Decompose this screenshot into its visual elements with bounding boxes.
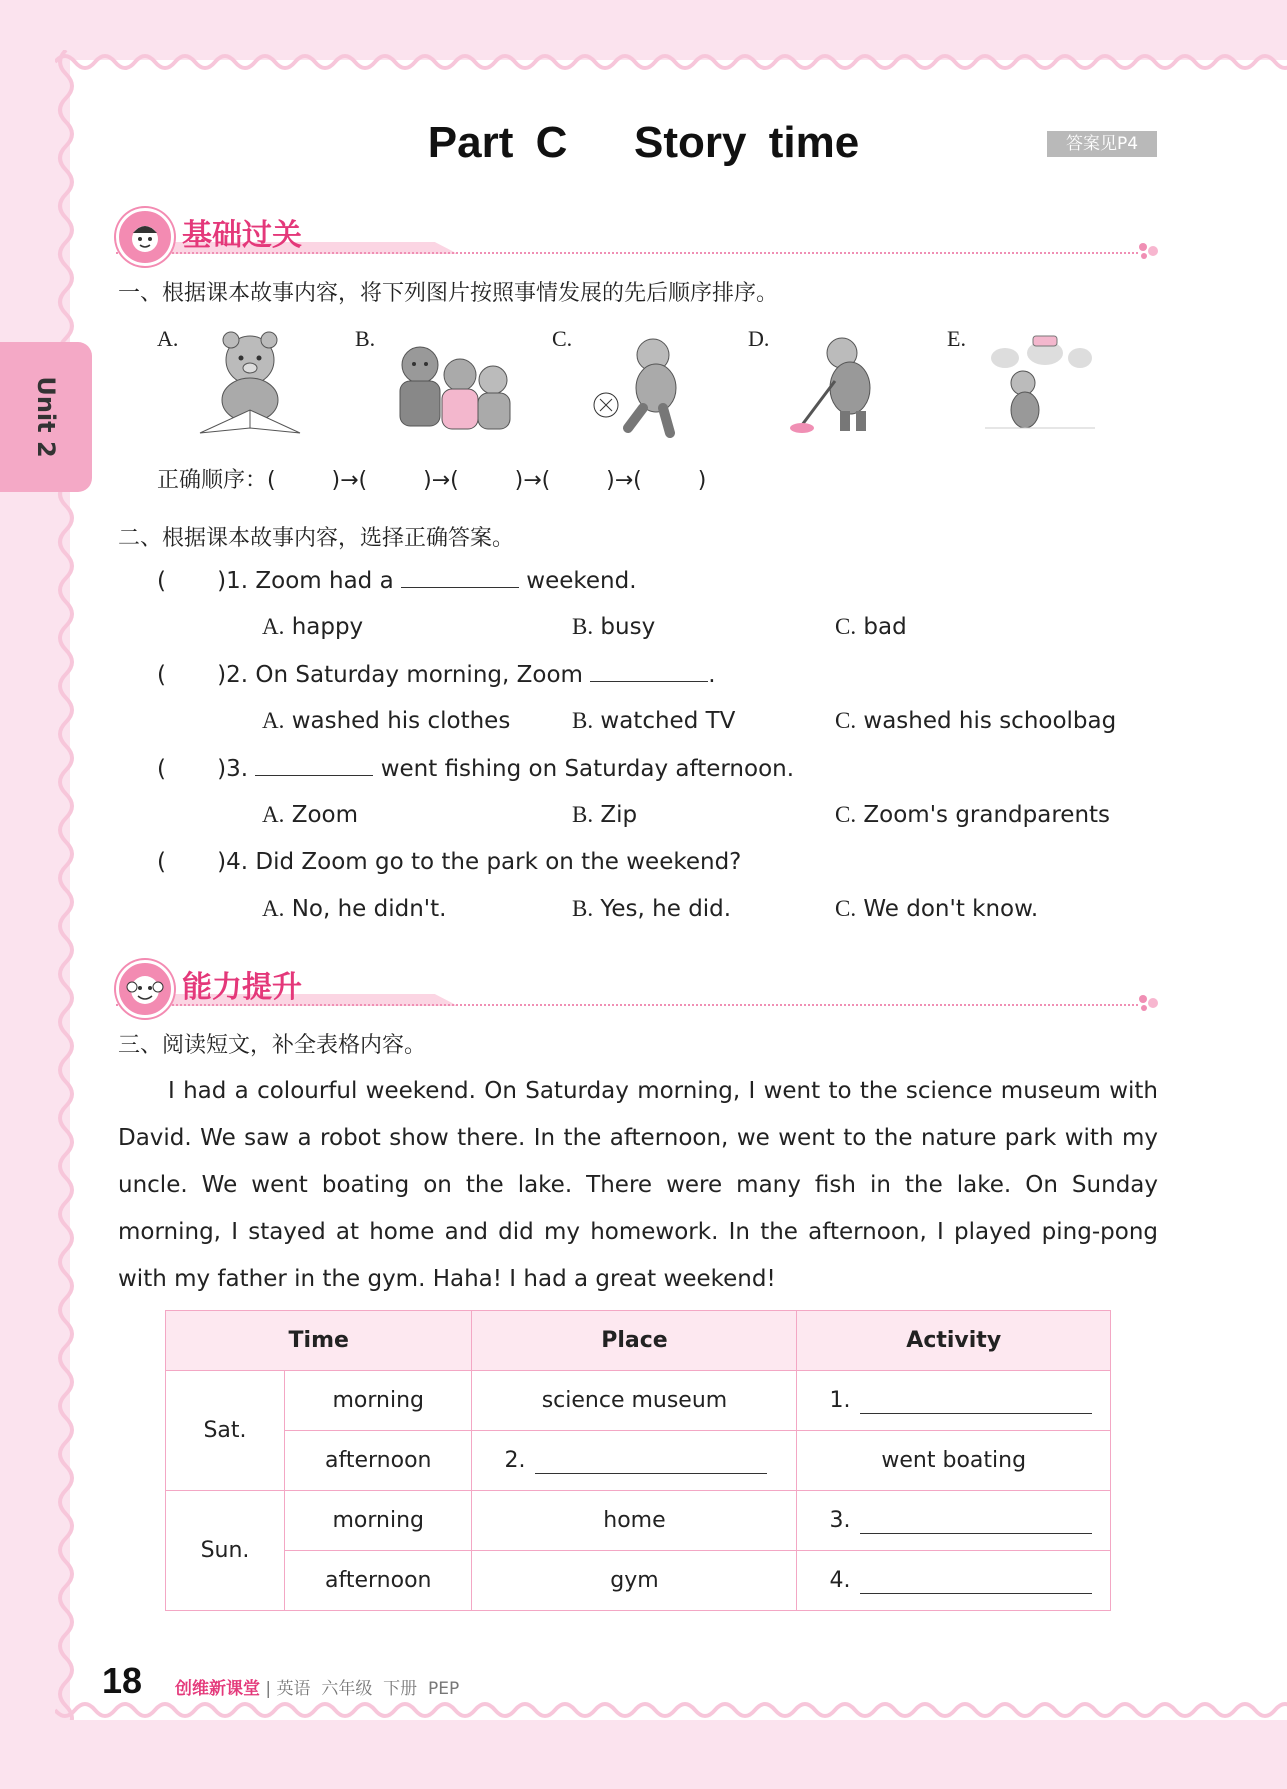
option-c[interactable]: C. washed his schoolbag <box>835 708 1117 734</box>
part-cell: morning <box>285 1371 472 1431</box>
picture-label-e: E. <box>947 326 966 351</box>
option-a[interactable]: A. happy <box>262 614 364 640</box>
answer-blank[interactable] <box>535 1448 767 1474</box>
page-title: Part C Story time <box>427 118 860 167</box>
table-row <box>166 1431 1111 1491</box>
section-label: 能力提升 <box>182 970 302 1005</box>
place-cell: gym <box>472 1551 797 1611</box>
option-a[interactable]: A. No, he didn't. <box>262 896 447 922</box>
bear-at-park-picture <box>985 328 1095 438</box>
part-cell: afternoon <box>285 1551 472 1611</box>
option-b[interactable]: B. busy <box>572 614 656 640</box>
brand-name: 创维新课堂 <box>175 1679 260 1699</box>
question-text: ( )4. Did Zoom go to the park on the weekend? <box>157 849 742 875</box>
option-b[interactable]: B. watched TV <box>572 708 736 734</box>
question-text-suffix: went fishing on Saturday afternoon. <box>380 756 795 782</box>
mc-question-2 <box>157 662 716 688</box>
day-cell: Sat. <box>166 1371 285 1491</box>
option-b[interactable]: B. Yes, he did. <box>572 896 732 922</box>
answer-blank[interactable] <box>860 1508 1092 1534</box>
place-blank-2[interactable]: 2. <box>472 1431 797 1491</box>
bear-kicking-ball-picture <box>588 333 698 438</box>
weekend-info-table <box>165 1310 1111 1611</box>
option-c[interactable]: C. Zoom's grandparents <box>835 802 1111 828</box>
table-row <box>166 1551 1111 1611</box>
option-c[interactable]: C. We don't know. <box>835 896 1039 922</box>
question-text-suffix: . <box>708 662 716 688</box>
question-2-title: 二、根据课本故事内容，选择正确答案。 <box>118 526 515 551</box>
place-cell: science museum <box>472 1371 797 1431</box>
mc-question-1 <box>157 568 637 594</box>
bear-family-picture <box>390 335 515 435</box>
mc-question-4 <box>157 849 741 875</box>
part-cell: afternoon <box>285 1431 472 1491</box>
answer-blank[interactable] <box>255 774 373 776</box>
option-c[interactable]: C. bad <box>835 614 907 640</box>
unit-tab <box>0 342 92 492</box>
boy-mascot-icon <box>116 208 174 266</box>
section-heading-basic <box>116 204 1160 262</box>
wave-border-bottom <box>55 1700 1287 1728</box>
question-1-title: 一、根据课本故事内容，将下列图片按照事情发展的先后顺序排序。 <box>118 281 779 306</box>
picture-label-c: C. <box>552 326 573 351</box>
answer-blank[interactable] <box>860 1568 1092 1594</box>
question-text: ( )3. <box>157 756 249 782</box>
picture-label-a: A. <box>157 326 179 351</box>
header-time: Time <box>166 1311 472 1371</box>
activity-blank-1[interactable]: 1. <box>797 1371 1111 1431</box>
bear-cleaning-picture <box>780 333 895 438</box>
reading-passage <box>118 1068 1158 1303</box>
dots-icon <box>1138 994 1160 1012</box>
monkey-mascot-icon <box>116 960 174 1018</box>
activity-cell: went boating <box>797 1431 1111 1491</box>
question-text: ( )2. On Saturday morning, Zoom <box>157 662 583 688</box>
activity-blank-3[interactable]: 3. <box>797 1491 1111 1551</box>
unit-tab-label: Unit 2 <box>32 376 60 458</box>
bear-reading-book-picture <box>195 328 305 438</box>
activity-blank-4[interactable]: 4. <box>797 1551 1111 1611</box>
picture-label-b: B. <box>355 326 376 351</box>
question-text: ( )1. Zoom had a <box>157 568 394 594</box>
picture-label-d: D. <box>748 326 770 351</box>
answer-blank[interactable] <box>860 1388 1092 1414</box>
answer-blank[interactable] <box>401 586 519 588</box>
wave-border-left <box>48 50 78 1720</box>
header-place: Place <box>472 1311 797 1371</box>
table-row <box>166 1371 1111 1431</box>
table-row <box>166 1491 1111 1551</box>
option-b[interactable]: B. Zip <box>572 802 638 828</box>
option-a[interactable]: A. Zoom <box>262 802 358 828</box>
place-cell: home <box>472 1491 797 1551</box>
answer-blank[interactable] <box>590 680 708 682</box>
day-cell: Sun. <box>166 1491 285 1611</box>
dots-icon <box>1138 242 1160 260</box>
question-text-suffix: weekend. <box>526 568 637 594</box>
passage-text: I had a colourful weekend. On Saturday morning, I went to the science museum with David. We saw a robot show there. In the afternoon, we went to the nature park with my uncle. We went boating on the lake. There were many fish in the lake. On Sunday morning, I stayed at home and did my homework. In the afternoon, I played ping-pong with my father in the gym. Haha! I had a great weekend! <box>118 1078 1158 1292</box>
correct-order-line: 正确顺序：( )→( )→( )→( )→( ) <box>157 468 707 493</box>
part-cell: morning <box>285 1491 472 1551</box>
answer-reference-badge: 答案见P4 <box>1047 131 1157 157</box>
option-a[interactable]: A. washed his clothes <box>262 708 511 734</box>
section-heading-advanced <box>116 956 1160 1014</box>
page-number: 18 <box>102 1660 143 1701</box>
section-label: 基础过关 <box>182 218 302 253</box>
question-3-title: 三、阅读短文，补全表格内容。 <box>118 1033 427 1058</box>
table-header-row <box>166 1311 1111 1371</box>
wave-border-top <box>55 44 1287 72</box>
footer-info <box>175 1674 459 1699</box>
header-activity: Activity <box>797 1311 1111 1371</box>
mc-question-3 <box>157 756 794 782</box>
book-info: | 英语 六年级 下册 PEP <box>265 1679 460 1699</box>
